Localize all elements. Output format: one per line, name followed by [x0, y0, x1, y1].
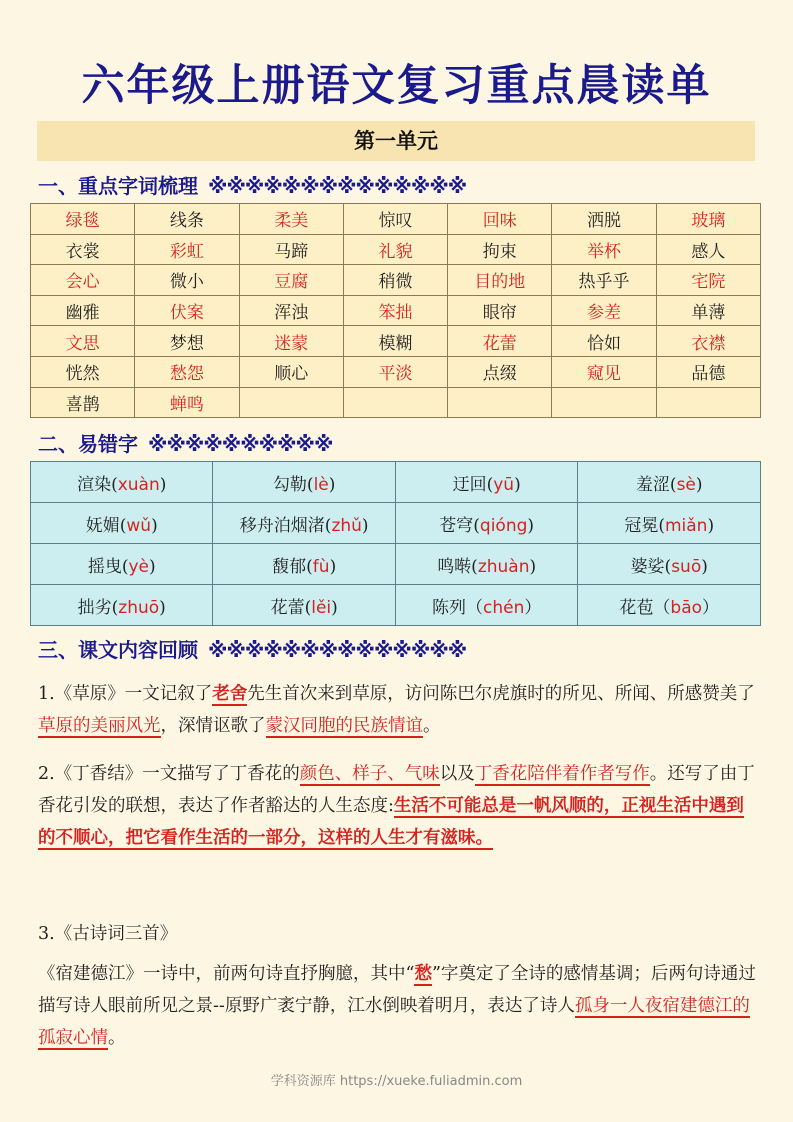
highlight: 孤身一人夜宿建德江的孤寂心情 [38, 996, 750, 1048]
vocab-cell [552, 387, 656, 418]
page-title: 六年级上册语文复习重点晨读单 [81, 61, 712, 111]
vocab-cell: 幽雅 [31, 295, 135, 326]
error-word: 冠冕( [624, 515, 665, 536]
section-title: 三、课文内容回顾 [38, 638, 198, 662]
vocab-cell: 梦想 [135, 326, 239, 357]
close-paren: ) [329, 556, 337, 577]
pinyin: bāo [670, 597, 703, 618]
section-review-heading [38, 634, 466, 663]
review-paragraph-2 [38, 758, 758, 854]
error-cell [578, 462, 761, 503]
error-word: 婆娑( [630, 556, 672, 577]
vocab-cell: 惊叹 [343, 204, 447, 235]
close-paren: ) [159, 597, 166, 618]
vocab-cell: 伏案 [135, 295, 239, 326]
vocab-cell: 稍微 [343, 265, 447, 296]
error-word: 勾勒( [272, 474, 314, 495]
vocab-cell: 目的地 [448, 265, 552, 296]
review-paragraph-3: 3.《古诗词三首》 [38, 924, 178, 944]
section-vocab-heading [38, 170, 466, 199]
vocab-cell: 眼帘 [448, 295, 552, 326]
error-cell [213, 462, 395, 503]
text: 。 [108, 1028, 126, 1048]
highlight: 老舍 [212, 684, 248, 704]
error-cell [395, 462, 578, 503]
error-chars-table [30, 461, 761, 626]
vocab-cell: 彩虹 [135, 234, 239, 265]
error-cell [31, 503, 213, 544]
pinyin: qióng [479, 515, 528, 536]
pinyin: xuàn [117, 474, 160, 495]
close-paren: ） [524, 597, 542, 618]
highlight: 颜色、样子、气味 [299, 764, 440, 784]
error-word: 花蕾( [270, 597, 312, 618]
vocab-cell: 恰如 [552, 326, 656, 357]
pinyin: fù [312, 556, 330, 577]
close-paren: ) [529, 556, 537, 577]
error-cell [31, 585, 213, 626]
vocab-cell: 线条 [135, 204, 239, 235]
vocab-cell: 文思 [31, 326, 135, 357]
pinyin: suō [671, 556, 702, 577]
section-title: 二、易错字 [38, 432, 138, 456]
vocab-cell: 礼貌 [343, 234, 447, 265]
pinyin: yū [493, 474, 515, 495]
vocab-cell: 蝉鸣 [135, 387, 239, 418]
vocab-row [31, 295, 761, 326]
vocab-cell: 参差 [552, 295, 656, 326]
vocab-cell: 回味 [448, 204, 552, 235]
vocab-cell: 花蕾 [448, 326, 552, 357]
vocab-cell: 举杯 [552, 234, 656, 265]
vocab-cell: 柔美 [239, 204, 343, 235]
close-paren: ) [151, 515, 158, 536]
pinyin: lè [313, 474, 329, 495]
unit-heading: 第一单元 [37, 121, 755, 161]
vocab-cell: 马蹄 [239, 234, 343, 265]
text: 先生首次来到草原，访问陈巴尔虎旗时的所见、所闻、所感赞美了 [247, 684, 755, 704]
text: ”字奠定了全诗的感情基调；后两句诗通过描写诗人眼前所见之景--原野广袤宁静，江水倒映着明月，表达了诗人 [38, 964, 756, 1016]
close-paren: ) [707, 515, 715, 536]
vocab-cell: 平淡 [343, 356, 447, 387]
text: 。还写了由丁香花引发的联想，表达了作者豁达的人生态度: [38, 764, 755, 816]
error-cell [31, 544, 213, 585]
vocab-cell: 迷蒙 [239, 326, 343, 357]
error-cell [31, 462, 213, 503]
error-row [31, 503, 761, 544]
text: 1.《草原》一文记叙了 [38, 684, 213, 704]
vocab-cell: 感人 [656, 234, 760, 265]
close-paren: ) [514, 474, 521, 495]
error-cell [395, 503, 578, 544]
vocab-table [30, 203, 761, 418]
close-paren: ) [331, 597, 338, 618]
text: 《宿建德江》一诗中，前两句诗直抒胸臆，其中“ [38, 964, 415, 984]
close-paren: ) [149, 556, 156, 577]
pinyin: zhǔ [331, 515, 362, 536]
error-word: 迂回( [452, 474, 494, 495]
vocab-cell: 品德 [656, 356, 760, 387]
vocab-cell: 宅院 [656, 265, 760, 296]
error-row [31, 462, 761, 503]
error-cell [395, 585, 578, 626]
vocab-cell: 洒脱 [552, 204, 656, 235]
close-paren: ) [527, 515, 535, 536]
text: ，深情讴歌了 [160, 716, 266, 736]
highlight: 蒙汉同胞的民族情谊 [265, 716, 423, 736]
pinyin: zhuō [118, 597, 160, 618]
vocab-cell: 衣裳 [31, 234, 135, 265]
close-paren: ) [361, 515, 369, 536]
error-word: 馥郁( [272, 556, 313, 577]
error-word: 陈列（ [431, 597, 483, 618]
pinyin: sè [676, 474, 696, 495]
highlight: 生活不可能总是一帆风顺的，正视生活中遇到的不顺心，把它看作生活的一部分，这样的人生才有滋味。 [38, 796, 744, 848]
vocab-cell: 笨拙 [343, 295, 447, 326]
footer-watermark: 学科资源库 https://xueke.fuliadmin.com [270, 1074, 523, 1089]
error-cell [213, 585, 395, 626]
error-cell [395, 544, 578, 585]
pinyin: yè [128, 556, 149, 577]
section-marks: ※※※※※※※※※※※※※※ [208, 638, 467, 662]
vocab-cell: 绿毯 [31, 204, 135, 235]
vocab-row [31, 326, 761, 357]
error-word: 花苞（ [619, 597, 671, 618]
highlight: 草原的美丽风光 [38, 716, 161, 736]
error-word: 妩媚( [85, 515, 127, 536]
section-title: 一、重点字词梳理 [38, 174, 198, 198]
review-paragraph-4 [38, 958, 758, 1054]
error-cell [578, 503, 761, 544]
vocab-cell: 顺心 [239, 356, 343, 387]
close-paren: ) [701, 556, 708, 577]
vocab-cell: 窥见 [552, 356, 656, 387]
text: 以及 [439, 764, 475, 784]
pinyin: lěi [311, 597, 332, 618]
vocab-cell: 喜鹊 [31, 387, 135, 418]
vocab-cell: 玻璃 [656, 204, 760, 235]
error-word: 移舟泊烟渚( [239, 515, 332, 536]
pinyin: miǎn [664, 515, 708, 536]
text: 。 [423, 716, 441, 736]
vocab-cell: 衣襟 [656, 326, 760, 357]
pinyin: chén [482, 597, 525, 618]
error-word: 鸣啭( [437, 556, 478, 577]
highlight: 愁 [414, 964, 432, 984]
error-word: 拙劣( [77, 597, 119, 618]
section-errors-heading [38, 428, 332, 457]
vocab-cell: 微小 [135, 265, 239, 296]
close-paren: ） [702, 597, 720, 618]
error-row [31, 585, 761, 626]
vocab-cell: 豆腐 [239, 265, 343, 296]
close-paren: ) [328, 474, 336, 495]
vocab-cell [239, 387, 343, 418]
vocab-cell: 恍然 [31, 356, 135, 387]
vocab-cell: 愁怨 [135, 356, 239, 387]
error-word: 摇曳( [87, 556, 129, 577]
review-paragraph-1 [38, 678, 758, 742]
vocab-cell: 单薄 [656, 295, 760, 326]
vocab-cell: 点缀 [448, 356, 552, 387]
error-cell [213, 544, 395, 585]
error-word: 苍穹( [439, 515, 480, 536]
error-row [31, 544, 761, 585]
vocab-cell [343, 387, 447, 418]
vocab-row [31, 356, 761, 387]
error-cell [578, 544, 761, 585]
error-cell [213, 503, 395, 544]
vocab-cell [656, 387, 760, 418]
close-paren: ) [695, 474, 703, 495]
vocab-row [31, 234, 761, 265]
text: 2.《丁香结》一文描写了丁香花的 [38, 764, 300, 784]
error-word: 渲染( [77, 474, 118, 495]
vocab-cell: 热乎乎 [552, 265, 656, 296]
close-paren: ) [159, 474, 167, 495]
error-word: 羞涩( [635, 474, 677, 495]
vocab-cell: 浑浊 [239, 295, 343, 326]
error-cell [578, 585, 761, 626]
pinyin: zhuàn [477, 556, 530, 577]
highlight: 丁香花陪伴着作者写作 [474, 764, 650, 784]
vocab-row [31, 204, 761, 235]
vocab-cell: 模糊 [343, 326, 447, 357]
section-marks: ※※※※※※※※※※ [148, 432, 333, 456]
vocab-cell [448, 387, 552, 418]
vocab-cell: 会心 [31, 265, 135, 296]
section-marks: ※※※※※※※※※※※※※※ [208, 174, 467, 198]
pinyin: wǔ [126, 515, 152, 536]
vocab-row [31, 387, 761, 418]
vocab-row [31, 265, 761, 296]
vocab-cell: 拘束 [448, 234, 552, 265]
